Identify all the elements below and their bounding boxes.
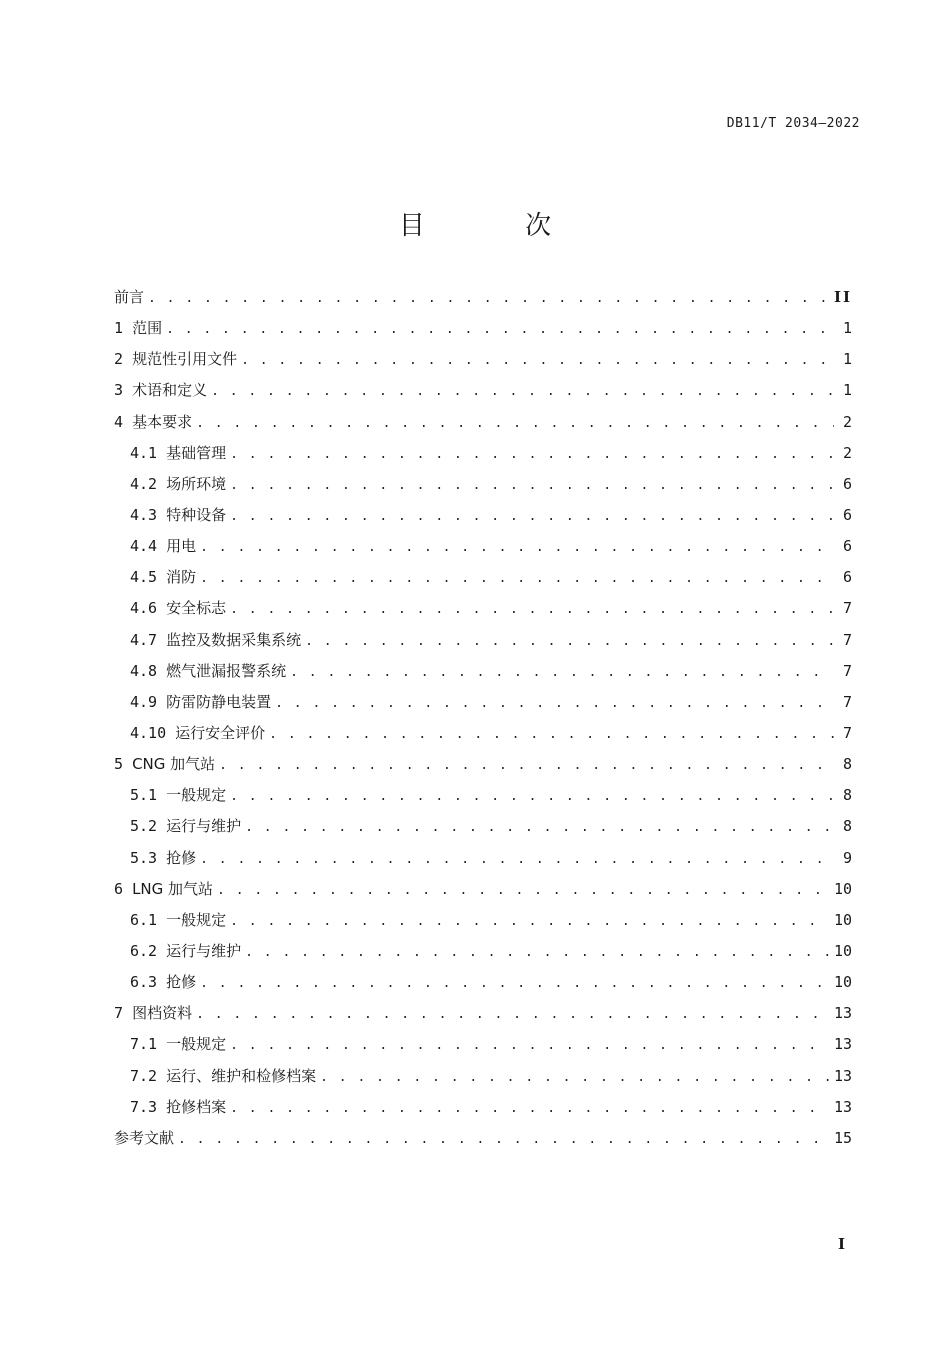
table-of-contents [114,286,852,1158]
dot-leader [166,322,834,337]
toc-entry-label: 消防 [166,568,197,587]
dot-leader [241,353,834,368]
toc-entry-label: 抢修 [166,848,197,867]
toc-entry-label: CNG 加气站 [132,755,216,774]
toc-entry-page: 7 [842,692,852,711]
toc-entry-number: 1 [114,319,133,338]
toc-entry-number: 4.6 [130,599,167,618]
toc-entry-number: 4.8 [130,661,167,680]
toc-entry-page: 1 [842,350,852,369]
dot-leader [219,758,834,773]
toc-entry-page: 8 [842,786,852,805]
toc-entry[interactable] [114,1127,852,1158]
toc-entry-label: 用电 [166,537,197,556]
toc-entry-label: 燃气泄漏报警系统 [166,661,287,680]
dot-leader [230,914,830,929]
toc-entry-number: 6.1 [130,910,167,929]
page-number: I [838,1235,846,1253]
dot-leader [290,665,834,680]
toc-entry-label: 图档资料 [132,1004,193,1023]
toc-entry-number: 3 [114,381,133,400]
toc-entry-label: 一般规定 [166,1035,227,1054]
toc-entry-label: 术语和定义 [132,381,208,400]
dot-leader [217,883,830,898]
toc-entry[interactable] [114,317,852,348]
toc-entry-label: LNG 加气站 [132,879,214,898]
toc-entry-number: 7.2 [130,1066,167,1085]
dot-leader [245,945,830,960]
toc-entry-label: 运行、维护和检修档案 [166,1066,317,1085]
toc-entry-label: 一般规定 [166,910,227,929]
toc-entry-number: 4.2 [130,474,167,493]
toc-entry-page: 13 [833,1097,852,1116]
toc-entry[interactable] [114,348,852,379]
toc-entry-number: 4.7 [130,630,167,649]
toc-entry[interactable] [114,815,852,846]
toc-entry-page: 10 [833,973,852,992]
toc-entry[interactable] [114,784,852,815]
toc-entry-page: 15 [833,1128,852,1147]
toc-entry[interactable] [114,442,852,473]
toc-entry[interactable] [114,1002,852,1033]
toc-entry-number: 4.1 [130,443,167,462]
toc-entry-number: 7.1 [130,1035,167,1054]
dot-leader [200,852,834,867]
toc-entry[interactable] [114,473,852,504]
toc-entry-number: 7.3 [130,1097,167,1116]
toc-entry[interactable] [114,286,852,317]
toc-entry-number: 5 [114,755,133,774]
toc-entry[interactable] [114,940,852,971]
toc-entry[interactable] [114,535,852,566]
dot-leader [269,727,834,742]
toc-entry[interactable] [114,411,852,442]
toc-entry[interactable] [114,379,852,410]
toc-entry-label: 基本要求 [132,412,193,431]
dot-leader [230,789,834,804]
toc-entry-number: 6.3 [130,973,167,992]
dot-leader [230,602,834,617]
toc-entry-label: 基础管理 [166,443,227,462]
dot-leader [200,976,830,991]
toc-entry-number: 7 [114,1004,133,1023]
toc-entry[interactable] [114,847,852,878]
toc-entry-page: 10 [833,910,852,929]
toc-entry-label: 安全标志 [166,599,227,618]
toc-entry[interactable] [114,753,852,784]
toc-entry-label: 范围 [132,319,163,338]
toc-entry-label: 特种设备 [166,505,227,524]
toc-entry-page: 2 [842,443,852,462]
dot-leader [200,571,834,586]
toc-entry-number: 5.2 [130,817,167,836]
toc-entry-label: 防雷防静电装置 [166,692,272,711]
toc-entry-page: 2 [842,412,852,431]
toc-entry-number: 5.1 [130,786,167,805]
dot-leader [230,1101,830,1116]
dot-leader [200,540,834,555]
dot-leader [305,634,834,649]
dot-leader [320,1070,830,1085]
toc-entry-label: 运行与维护 [166,941,242,960]
toc-entry[interactable] [114,971,852,1002]
toc-entry-number: 4.3 [130,505,167,524]
page-title: 目 次 [398,211,598,241]
dot-leader [230,447,834,462]
toc-entry-number: 6 [114,879,133,898]
dot-leader [211,384,834,399]
toc-entry-number: 6.2 [130,941,167,960]
toc-entry-number: 2 [114,350,133,369]
toc-entry-label: 抢修档案 [166,1097,227,1116]
toc-entry[interactable] [114,909,852,940]
toc-entry[interactable] [114,660,852,691]
dot-leader [230,509,834,524]
toc-entry-page: 10 [833,941,852,960]
toc-entry[interactable] [114,1033,852,1064]
toc-entry-page: 6 [842,537,852,556]
toc-entry-page: 7 [842,661,852,680]
toc-entry[interactable] [114,504,852,535]
dot-leader [196,1007,830,1022]
toc-entry-number: 4.9 [130,692,167,711]
toc-entry-page: 9 [842,848,852,867]
toc-entry[interactable] [114,629,852,660]
toc-entry-label: 场所环境 [166,474,227,493]
toc-entry-label: 监控及数据采集系统 [166,630,302,649]
toc-entry-page: 13 [833,1035,852,1054]
dot-leader [178,1132,830,1147]
toc-entry-page: 6 [842,505,852,524]
toc-entry-page: 13 [833,1004,852,1023]
toc-entry-label: 规范性引用文件 [132,350,238,369]
toc-entry-page: 8 [842,755,852,774]
toc-entry-label: 运行安全评价 [175,723,266,742]
toc-entry-label: 参考文献 [114,1128,175,1147]
dot-leader [275,696,834,711]
toc-entry[interactable] [114,878,852,909]
toc-entry[interactable] [114,566,852,597]
dot-leader [196,416,834,431]
toc-entry-number: 4.10 [130,723,176,742]
toc-entry[interactable] [114,1065,852,1096]
toc-entry-number: 4 [114,412,133,431]
toc-entry-number: 4.5 [130,568,167,587]
toc-entry-label: 运行与维护 [166,817,242,836]
toc-entry-page: 6 [842,568,852,587]
toc-entry-page: II [833,288,852,306]
dot-leader [230,478,834,493]
toc-entry[interactable] [114,722,852,753]
toc-entry[interactable] [114,1096,852,1127]
toc-entry-label: 一般规定 [166,786,227,805]
toc-entry-page: 1 [842,381,852,400]
document-code: DB11/T 2034—2022 [726,116,860,131]
toc-entry-page: 7 [842,599,852,618]
toc-entry-page: 6 [842,474,852,493]
dot-leader [148,291,830,306]
toc-entry-label: 前言 [114,288,145,306]
toc-entry-page: 7 [842,723,852,742]
toc-entry[interactable] [114,691,852,722]
toc-entry-page: 8 [842,817,852,836]
toc-entry-label: 抢修 [166,973,197,992]
toc-entry-number: 4.4 [130,537,167,556]
toc-entry[interactable] [114,597,852,628]
toc-entry-page: 10 [833,879,852,898]
toc-entry-number: 5.3 [130,848,167,867]
dot-leader [230,1038,830,1053]
toc-entry-page: 1 [842,319,852,338]
toc-entry-page: 7 [842,630,852,649]
dot-leader [245,820,834,835]
toc-entry-page: 13 [833,1066,852,1085]
